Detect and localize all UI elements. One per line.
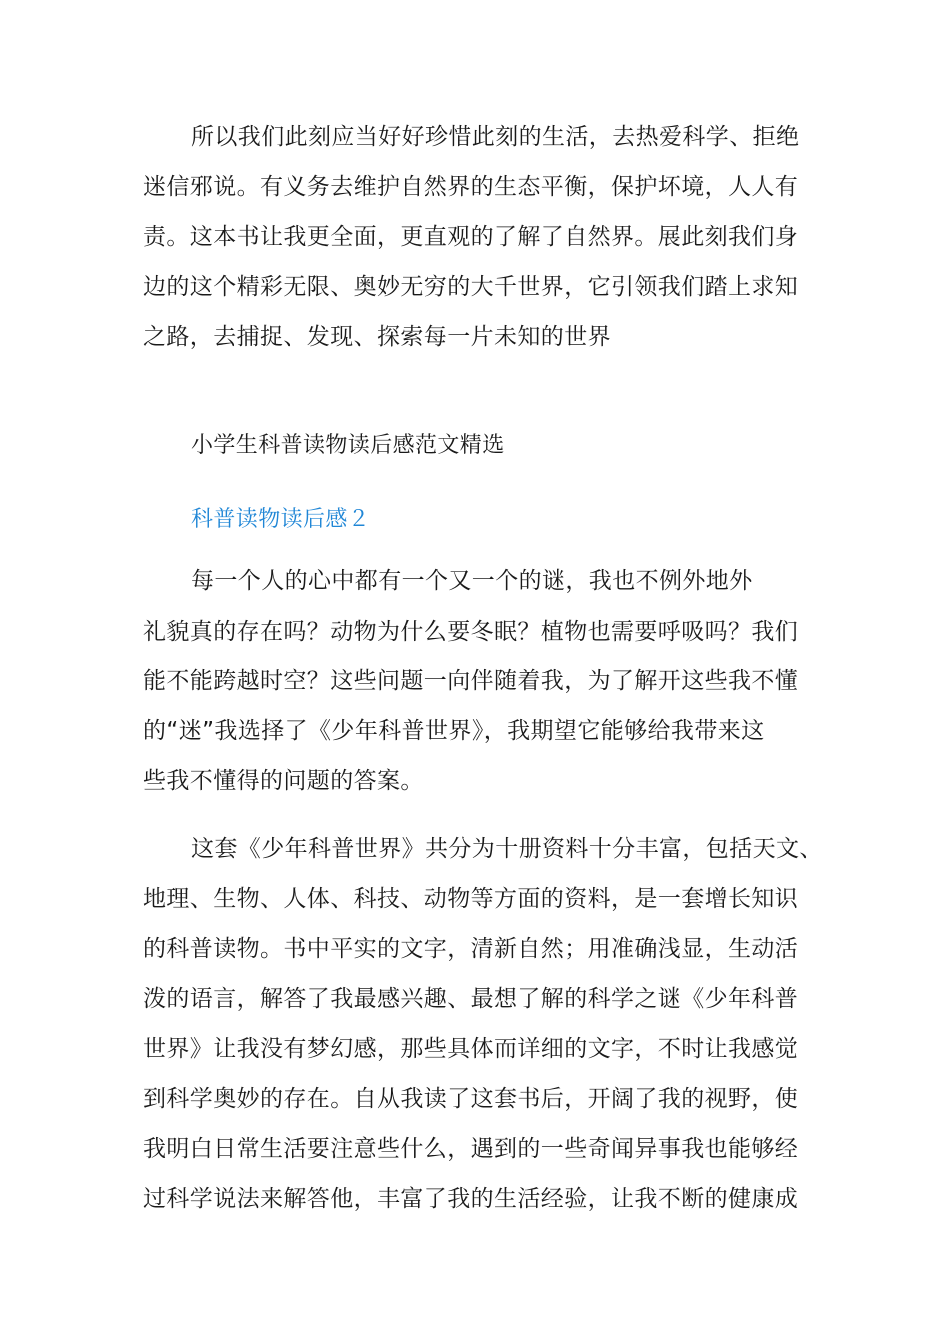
paragraph-3-line-4: 泼的语言，解答了我最感兴趣、最想了解的科学之谜《少年科普 bbox=[143, 986, 799, 1012]
paragraph-2-line-3: 能不能跨越时空？这些问题一向伴随着我，为了解开这些我不懂 bbox=[143, 668, 799, 694]
paragraph-1-line-1: 所以我们此刻应当好好珍惜此刻的生活，去热爱科学、拒绝 bbox=[191, 124, 800, 150]
paragraph-3-line-2: 地理、生物、人体、科技、动物等方面的资料，是一套增长知识 bbox=[143, 886, 799, 912]
paragraph-3-line-5: 世界》让我没有梦幻感，那些具体而详细的文字，不时让我感觉 bbox=[143, 1036, 799, 1062]
paragraph-3-line-3: 的科普读物。书中平实的文字，清新自然；用准确浅显，生动活 bbox=[143, 936, 799, 962]
document-subtitle: 小学生科普读物读后感范文精选 bbox=[191, 433, 505, 458]
paragraph-2-line-4: 的“迷”我选择了《少年科普世界》，我期望它能够给我带来这 bbox=[143, 718, 765, 744]
paragraph-3-line-8: 过科学说法来解答他，丰富了我的生活经验，让我不断的健康成 bbox=[143, 1186, 799, 1212]
paragraph-3-line-1: 这套《少年科普世界》共分为十册资料十分丰富，包括天文、 bbox=[191, 836, 823, 862]
paragraph-1-line-3: 责。这本书让我更全面，更直观的了解了自然界。展此刻我们身 bbox=[143, 224, 799, 250]
paragraph-3-line-7: 我明白日常生活要注意些什么，遇到的一些奇闻异事我也能够经 bbox=[143, 1136, 799, 1162]
paragraph-1-line-5: 之路，去捕捉、发现、探索每一片未知的世界 bbox=[143, 324, 611, 350]
paragraph-1-line-4: 边的这个精彩无限、奥妙无穷的大千世界，它引领我们踏上求知 bbox=[143, 274, 799, 300]
paragraph-1-line-2: 迷信邪说。有义务去维护自然界的生态平衡，保护坏境，人人有 bbox=[143, 174, 799, 200]
paragraph-3-line-6: 到科学奥妙的存在。自从我读了这套书后，开阔了我的视野，使 bbox=[143, 1086, 799, 1112]
paragraph-2-line-5: 些我不懂得的问题的答案。 bbox=[143, 768, 424, 794]
paragraph-2-line-2: 礼貌真的存在吗？动物为什么要冬眠？植物也需要呼吸吗？我们 bbox=[143, 619, 799, 645]
section-heading: 科普读物读后感２ bbox=[191, 507, 371, 532]
paragraph-2-line-1: 每一个人的心中都有一个又一个的谜，我也不例外地外 bbox=[191, 568, 753, 594]
